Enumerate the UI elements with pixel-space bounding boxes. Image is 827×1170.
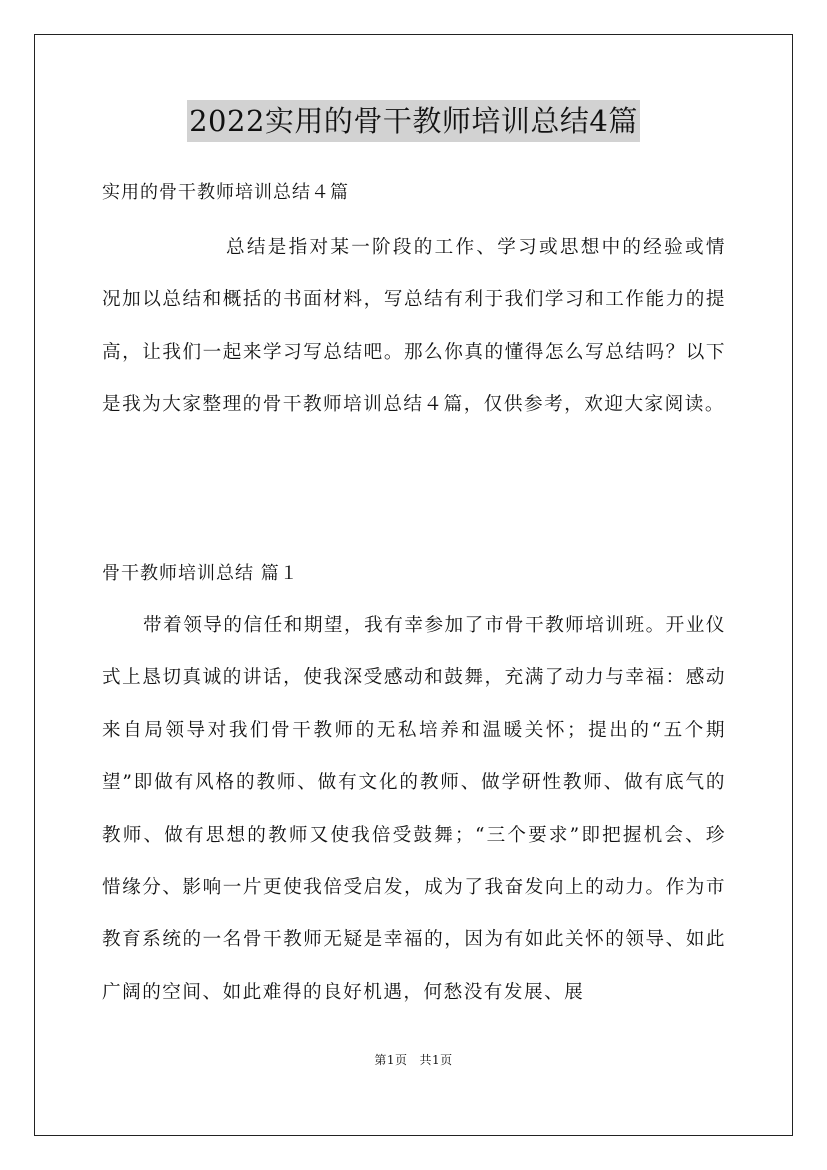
section-heading: 骨干教师培训总结 篇１: [102, 563, 299, 584]
page-number: 第1页: [374, 1053, 408, 1067]
page-footer: [0, 1051, 827, 1069]
title-container: [0, 100, 827, 142]
page-total: 共1页: [419, 1053, 453, 1067]
intro-paragraph: 总结是指对某一阶段的工作、学习或思想中的经验或情况加以总结和概括的书面材料，写总结有利于我们学习和工作能力的提高，让我们一起来学习写总结吧。那么你真的懂得怎么写总结吗？以下是我为大家整理的骨干教师培训总结４篇，仅供参考，欢迎大家阅读。: [102, 237, 726, 416]
document-subtitle: 实用的骨干教师培训总结４篇: [102, 182, 349, 203]
document-title: 2022实用的骨干教师培训总结4篇: [187, 100, 640, 142]
body-paragraph: 带着领导的信任和期望，我有幸参加了市骨干教师培训班。开业仪式上恳切真诚的讲话，使我深受感动和鼓舞，充满了动力与幸福：感动来自局领导对我们骨干教师的无私培养和温暖关怀；提出的“五个期望”即做有风格的教师、做有文化的教师、做学研性教师、做有底气的教师、做有思想的教师又使我倍受鼓舞；“三个要求”即把握机会、珍惜缘分、影响一片更使我倍受启发，成为了我奋发向上的动力。作为市教育系统的一名骨干教师无疑是幸福的，因为有如此关怀的领导、如此广阔的空间、如此难得的良好机遇，何愁没有发展、展: [102, 615, 726, 1003]
